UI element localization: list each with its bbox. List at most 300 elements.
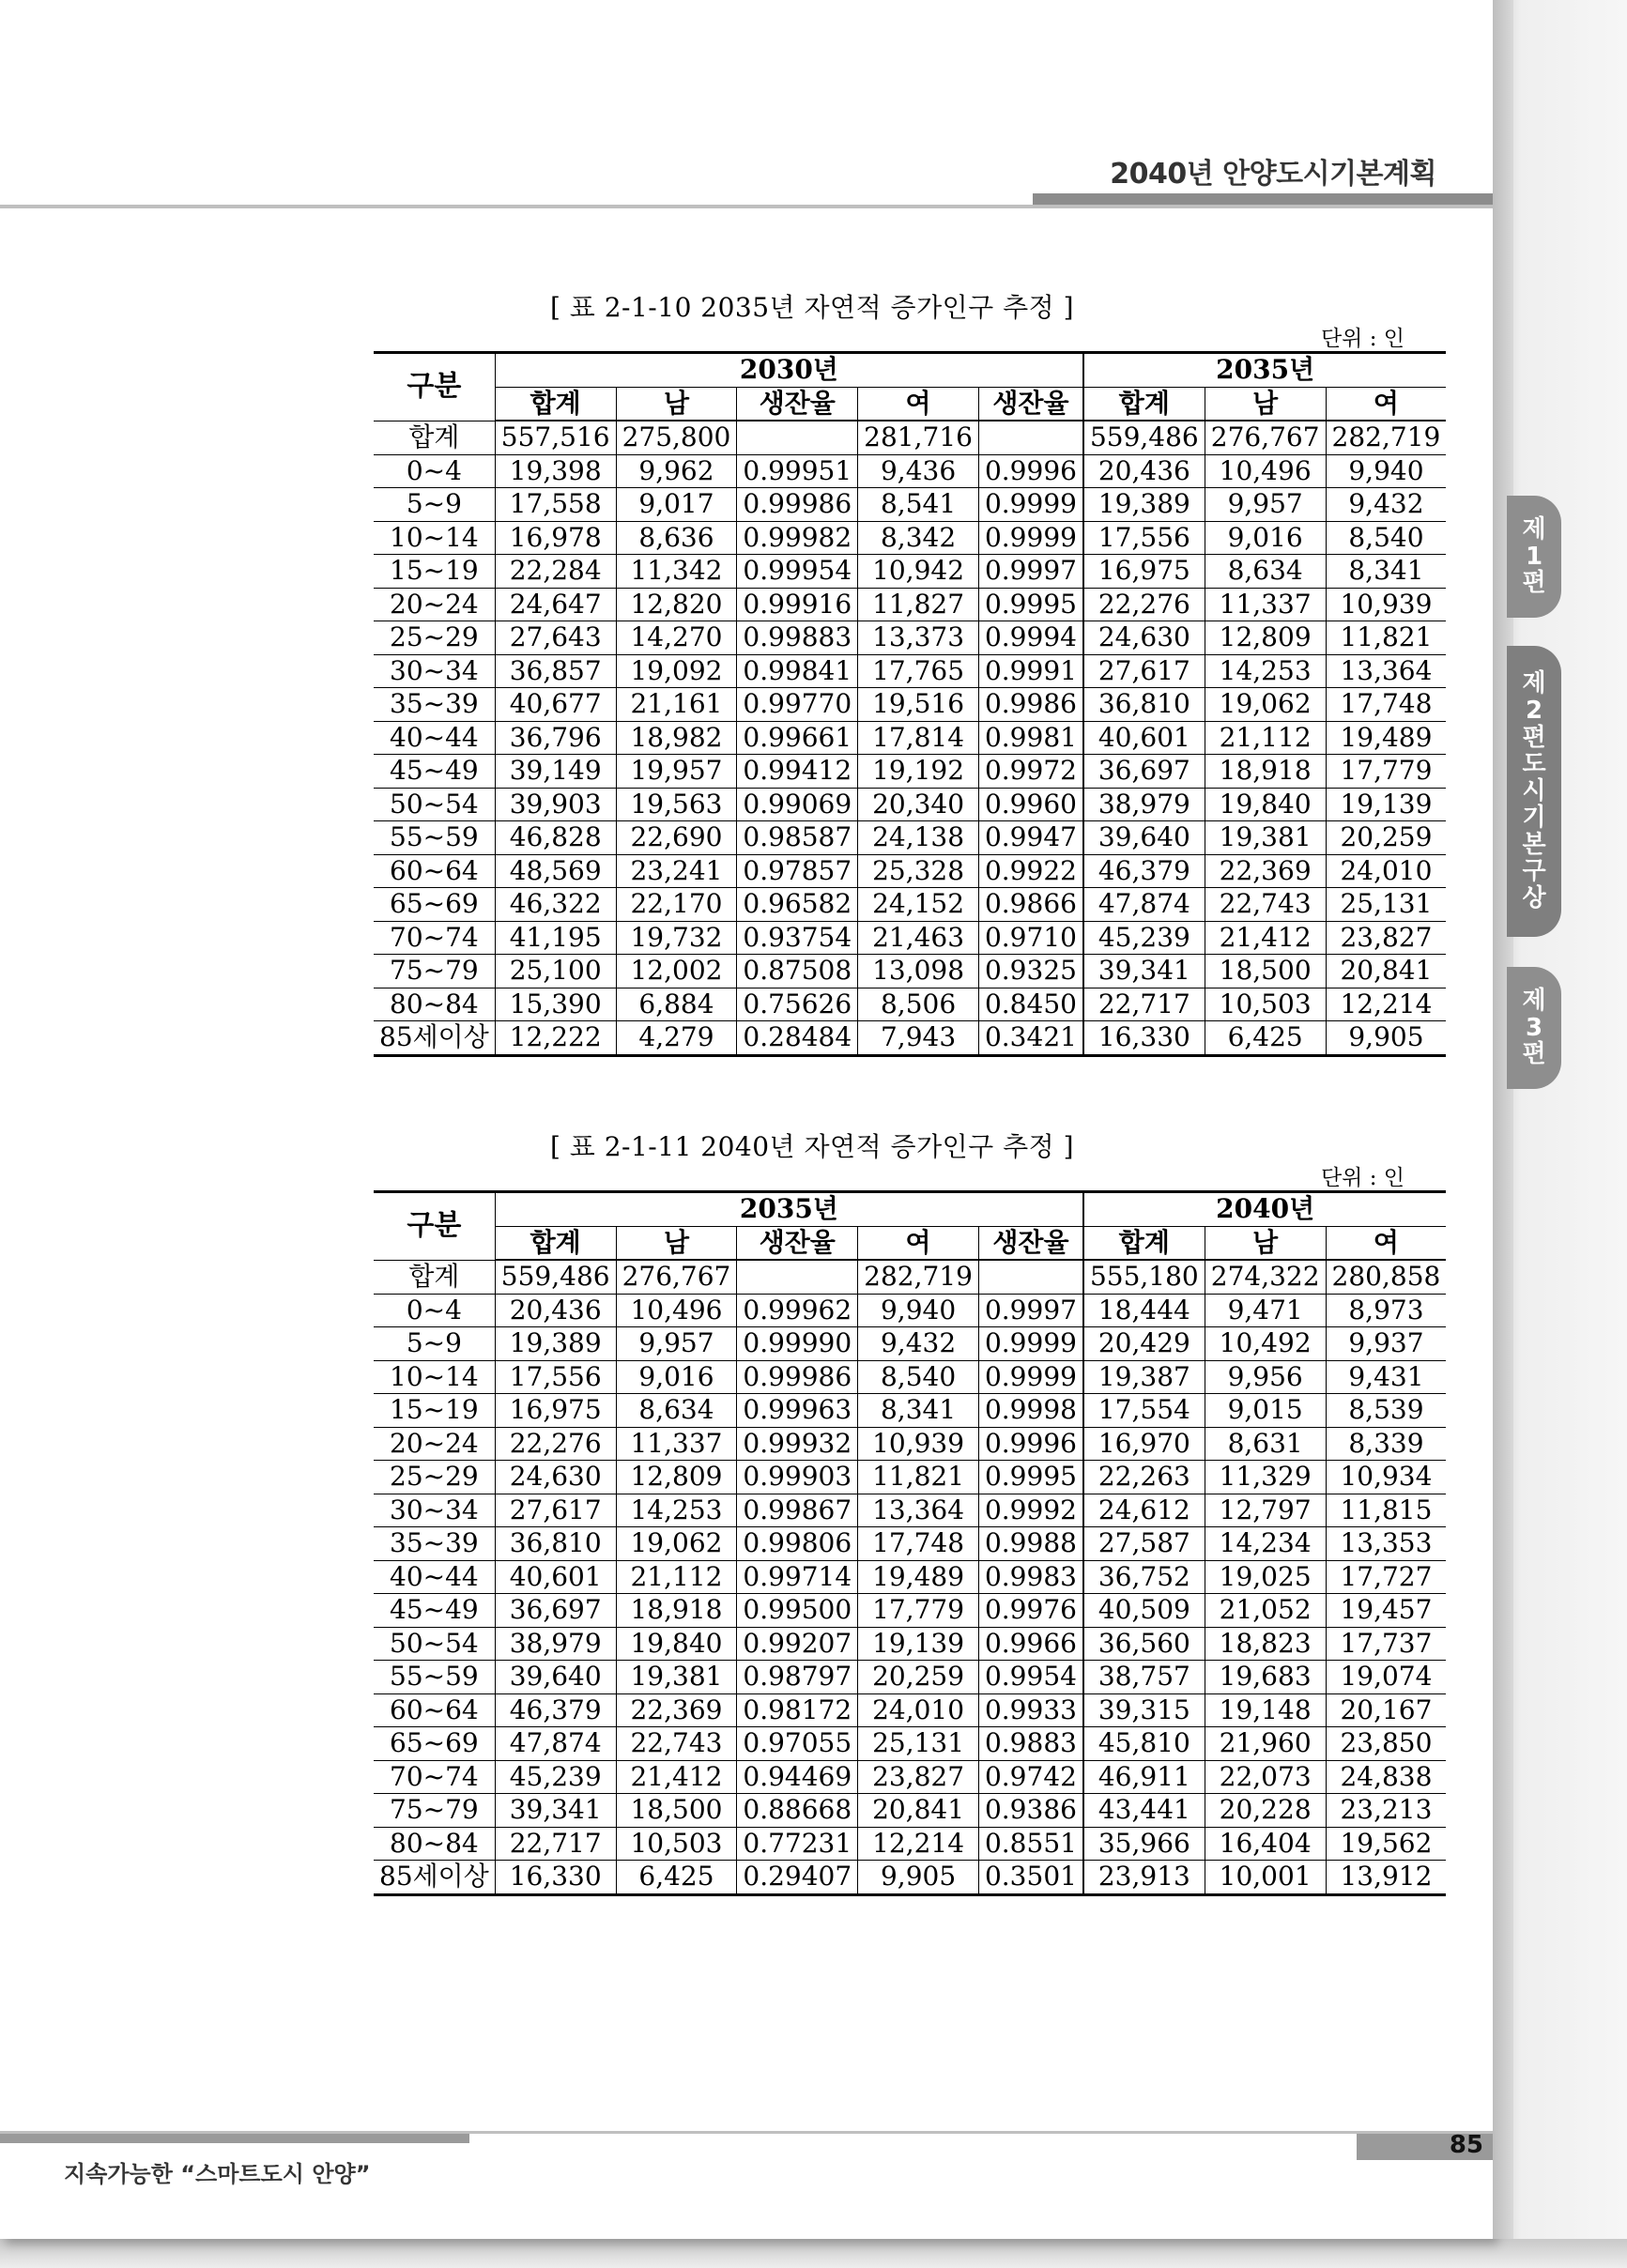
table-row <box>374 755 1446 789</box>
age-group-cell: 55~59 <box>374 1661 495 1694</box>
column-header: 생잔율 <box>978 387 1082 421</box>
value-cell: 9,940 <box>858 1294 979 1327</box>
value-cell: 0.9960 <box>978 788 1082 821</box>
age-group-cell: 5~9 <box>374 488 495 522</box>
value-cell: 9,432 <box>858 1327 979 1361</box>
value-cell: 0.99986 <box>737 1360 858 1394</box>
value-cell: 0.9995 <box>978 1461 1082 1494</box>
value-cell: 0.99883 <box>737 621 858 655</box>
value-cell: 0.8551 <box>978 1827 1082 1861</box>
value-cell: 19,457 <box>1326 1594 1446 1628</box>
header-rule-thick <box>1033 193 1493 205</box>
age-group-cell: 25~29 <box>374 1461 495 1494</box>
value-cell: 40,677 <box>495 688 616 722</box>
value-cell: 10,496 <box>1205 454 1326 488</box>
value-cell: 22,170 <box>616 888 737 922</box>
value-cell: 559,486 <box>495 1260 616 1294</box>
population-table-2035 <box>374 351 1446 1057</box>
age-group-cell: 85세이상 <box>374 1021 495 1056</box>
table-row <box>374 454 1446 488</box>
book-edge <box>1493 0 1513 2239</box>
value-cell: 21,412 <box>616 1760 737 1794</box>
value-cell: 21,112 <box>1205 721 1326 755</box>
table-row <box>374 1260 1446 1294</box>
side-tab-char: 2 <box>1525 696 1543 725</box>
table-row <box>374 1560 1446 1594</box>
value-cell: 0.9866 <box>978 888 1082 922</box>
value-cell: 0.9998 <box>978 1394 1082 1428</box>
header-year-a: 2035년 <box>495 1192 1083 1227</box>
value-cell: 11,337 <box>616 1427 737 1461</box>
table-row <box>374 1594 1446 1628</box>
value-cell: 0.99069 <box>737 788 858 821</box>
value-cell: 10,934 <box>1326 1461 1446 1494</box>
value-cell: 0.99867 <box>737 1494 858 1527</box>
value-cell: 10,942 <box>858 555 979 589</box>
value-cell: 15,390 <box>495 988 616 1021</box>
value-cell: 16,975 <box>1083 555 1205 589</box>
table-row <box>374 1427 1446 1461</box>
value-cell: 9,431 <box>1326 1360 1446 1394</box>
value-cell: 9,016 <box>616 1360 737 1394</box>
table-row <box>374 588 1446 621</box>
value-cell: 8,540 <box>858 1360 979 1394</box>
value-cell: 280,858 <box>1326 1260 1446 1294</box>
side-tab-char: 구 <box>1522 857 1546 886</box>
value-cell: 12,002 <box>616 955 737 988</box>
value-cell: 19,957 <box>616 755 737 789</box>
value-cell: 0.9981 <box>978 721 1082 755</box>
value-cell: 19,148 <box>1205 1693 1326 1727</box>
value-cell: 40,601 <box>495 1560 616 1594</box>
value-cell: 21,161 <box>616 688 737 722</box>
value-cell: 282,719 <box>858 1260 979 1294</box>
value-cell: 21,412 <box>1205 921 1326 955</box>
value-cell: 25,328 <box>858 854 979 888</box>
value-cell: 0.99207 <box>737 1627 858 1661</box>
age-group-cell: 10~14 <box>374 1360 495 1394</box>
side-tab-part-1[interactable] <box>1507 496 1561 618</box>
value-cell: 24,647 <box>495 588 616 621</box>
value-cell: 0.99954 <box>737 555 858 589</box>
table-2-unit: 단위 : 인 <box>1320 1166 1404 1190</box>
age-group-cell: 20~24 <box>374 1427 495 1461</box>
header-row-columns <box>374 387 1446 421</box>
value-cell: 39,903 <box>495 788 616 821</box>
value-cell: 39,149 <box>495 755 616 789</box>
side-tab-char: 제 <box>1522 669 1546 698</box>
side-tab-char: 제 <box>1522 515 1546 544</box>
age-group-cell: 70~74 <box>374 921 495 955</box>
value-cell: 0.9992 <box>978 1494 1082 1527</box>
value-cell: 19,840 <box>1205 788 1326 821</box>
value-cell: 0.97055 <box>737 1727 858 1761</box>
side-tab-char: 도 <box>1522 750 1546 779</box>
column-header: 합계 <box>495 387 616 421</box>
value-cell: 12,820 <box>616 588 737 621</box>
value-cell: 0.3421 <box>978 1021 1082 1056</box>
value-cell: 17,737 <box>1326 1627 1446 1661</box>
value-cell: 27,617 <box>1083 654 1205 688</box>
value-cell: 0.9883 <box>978 1727 1082 1761</box>
value-cell: 13,098 <box>858 955 979 988</box>
side-tab-char: 시 <box>1522 776 1546 805</box>
value-cell: 10,496 <box>616 1294 737 1327</box>
column-header: 여 <box>1326 387 1446 421</box>
side-tab-char: 1 <box>1525 542 1543 571</box>
value-cell: 10,001 <box>1205 1861 1326 1895</box>
value-cell: 0.9966 <box>978 1627 1082 1661</box>
value-cell: 19,139 <box>1326 788 1446 821</box>
value-cell: 23,827 <box>858 1760 979 1794</box>
value-cell: 11,342 <box>616 555 737 589</box>
value-cell: 13,912 <box>1326 1861 1446 1895</box>
value-cell: 20,841 <box>858 1794 979 1828</box>
value-cell: 0.99962 <box>737 1294 858 1327</box>
value-cell: 9,957 <box>1205 488 1326 522</box>
value-cell: 9,956 <box>1205 1360 1326 1394</box>
value-cell: 17,727 <box>1326 1560 1446 1594</box>
value-cell: 39,341 <box>495 1794 616 1828</box>
age-group-cell: 60~64 <box>374 854 495 888</box>
column-header: 여 <box>858 387 979 421</box>
value-cell: 9,016 <box>1205 521 1326 555</box>
table-row <box>374 1861 1446 1895</box>
value-cell: 45,239 <box>495 1760 616 1794</box>
age-group-cell: 20~24 <box>374 588 495 621</box>
table-1-unit: 단위 : 인 <box>1320 327 1404 351</box>
value-cell: 0.98797 <box>737 1661 858 1694</box>
value-cell: 14,253 <box>1205 654 1326 688</box>
side-tab-char: 제 <box>1522 987 1546 1016</box>
value-cell: 24,138 <box>858 821 979 855</box>
table-row <box>374 488 1446 522</box>
value-cell: 8,539 <box>1326 1394 1446 1428</box>
value-cell: 12,214 <box>858 1827 979 1861</box>
value-cell: 0.99982 <box>737 521 858 555</box>
value-cell: 36,810 <box>495 1527 616 1561</box>
table-row <box>374 1360 1446 1394</box>
value-cell: 16,404 <box>1205 1827 1326 1861</box>
value-cell: 0.9972 <box>978 755 1082 789</box>
value-cell: 8,636 <box>616 521 737 555</box>
value-cell: 21,960 <box>1205 1727 1326 1761</box>
value-cell: 23,241 <box>616 854 737 888</box>
value-cell: 19,389 <box>1083 488 1205 522</box>
value-cell: 9,937 <box>1326 1327 1446 1361</box>
value-cell: 36,857 <box>495 654 616 688</box>
table-row <box>374 1827 1446 1861</box>
value-cell: 24,010 <box>858 1693 979 1727</box>
value-cell <box>737 1260 858 1294</box>
table-row <box>374 988 1446 1021</box>
column-header: 생잔율 <box>737 387 858 421</box>
age-group-cell: 10~14 <box>374 521 495 555</box>
table-row <box>374 1327 1446 1361</box>
value-cell: 16,330 <box>1083 1021 1205 1056</box>
value-cell: 20,436 <box>1083 454 1205 488</box>
value-cell: 8,342 <box>858 521 979 555</box>
value-cell: 39,640 <box>495 1661 616 1694</box>
table-row <box>374 788 1446 821</box>
value-cell: 11,821 <box>858 1461 979 1494</box>
value-cell: 0.99841 <box>737 654 858 688</box>
value-cell: 9,957 <box>616 1327 737 1361</box>
table-row <box>374 688 1446 722</box>
age-group-cell: 75~79 <box>374 955 495 988</box>
value-cell: 48,569 <box>495 854 616 888</box>
value-cell: 17,558 <box>495 488 616 522</box>
side-tab-char: 기 <box>1522 804 1546 833</box>
header-year-b: 2035년 <box>1083 353 1446 388</box>
value-cell: 13,364 <box>858 1494 979 1527</box>
table-1-title: [ 표 2-1-10 2035년 자연적 증가인구 추정 ] <box>549 292 1075 323</box>
value-cell: 19,489 <box>858 1560 979 1594</box>
value-cell: 0.9922 <box>978 854 1082 888</box>
table-row <box>374 1627 1446 1661</box>
value-cell: 0.9976 <box>978 1594 1082 1628</box>
value-cell: 0.99770 <box>737 688 858 722</box>
value-cell: 0.77231 <box>737 1827 858 1861</box>
side-tab-char: 3 <box>1525 1013 1543 1042</box>
value-cell: 9,017 <box>616 488 737 522</box>
value-cell: 0.9325 <box>978 955 1082 988</box>
header-row-columns <box>374 1226 1446 1260</box>
header-row-years <box>374 353 1446 388</box>
value-cell: 10,492 <box>1205 1327 1326 1361</box>
value-cell: 0.9933 <box>978 1693 1082 1727</box>
value-cell: 17,814 <box>858 721 979 755</box>
table-row <box>374 854 1446 888</box>
value-cell: 9,905 <box>1326 1021 1446 1056</box>
value-cell: 22,276 <box>1083 588 1205 621</box>
table-row <box>374 1021 1446 1056</box>
age-group-cell: 0~4 <box>374 454 495 488</box>
age-group-cell: 합계 <box>374 1260 495 1294</box>
population-table-2040 <box>374 1190 1446 1896</box>
footer-rule-left <box>0 2134 469 2143</box>
age-group-cell: 70~74 <box>374 1760 495 1794</box>
value-cell: 24,838 <box>1326 1760 1446 1794</box>
value-cell: 557,516 <box>495 421 616 454</box>
value-cell: 8,631 <box>1205 1427 1326 1461</box>
value-cell: 17,765 <box>858 654 979 688</box>
value-cell <box>978 421 1082 454</box>
value-cell: 0.87508 <box>737 955 858 988</box>
value-cell: 16,970 <box>1083 1427 1205 1461</box>
value-cell: 9,432 <box>1326 488 1446 522</box>
value-cell: 8,341 <box>858 1394 979 1428</box>
table-row <box>374 821 1446 855</box>
table-2-title: [ 표 2-1-11 2040년 자연적 증가인구 추정 ] <box>549 1131 1075 1162</box>
value-cell: 17,748 <box>1326 688 1446 722</box>
value-cell <box>978 1260 1082 1294</box>
value-cell: 0.99500 <box>737 1594 858 1628</box>
table-row <box>374 1527 1446 1561</box>
value-cell: 19,683 <box>1205 1661 1326 1694</box>
value-cell: 13,373 <box>858 621 979 655</box>
side-tab-char: 편 <box>1522 723 1546 752</box>
value-cell: 19,732 <box>616 921 737 955</box>
table-row <box>374 521 1446 555</box>
value-cell: 20,436 <box>495 1294 616 1327</box>
value-cell: 0.9996 <box>978 454 1082 488</box>
value-cell: 555,180 <box>1083 1260 1205 1294</box>
side-tab-char: 편 <box>1522 569 1546 598</box>
value-cell: 0.96582 <box>737 888 858 922</box>
value-cell: 19,389 <box>495 1327 616 1361</box>
column-header: 합계 <box>1083 1226 1205 1260</box>
value-cell: 6,884 <box>616 988 737 1021</box>
value-cell: 0.9999 <box>978 1327 1082 1361</box>
value-cell: 8,973 <box>1326 1294 1446 1327</box>
value-cell: 47,874 <box>495 1727 616 1761</box>
value-cell: 12,809 <box>616 1461 737 1494</box>
value-cell: 17,779 <box>1326 755 1446 789</box>
side-tab-part-2-urban-concept[interactable] <box>1507 646 1561 937</box>
value-cell: 25,100 <box>495 955 616 988</box>
value-cell: 27,587 <box>1083 1527 1205 1561</box>
value-cell: 0.9986 <box>978 688 1082 722</box>
value-cell: 0.98172 <box>737 1693 858 1727</box>
value-cell: 45,239 <box>1083 921 1205 955</box>
value-cell: 0.9997 <box>978 555 1082 589</box>
value-cell: 23,213 <box>1326 1794 1446 1828</box>
value-cell: 8,341 <box>1326 555 1446 589</box>
table-row <box>374 555 1446 589</box>
value-cell: 19,062 <box>616 1527 737 1561</box>
value-cell: 46,828 <box>495 821 616 855</box>
value-cell: 20,228 <box>1205 1794 1326 1828</box>
column-header: 합계 <box>1083 387 1205 421</box>
value-cell: 12,797 <box>1205 1494 1326 1527</box>
value-cell: 0.99806 <box>737 1527 858 1561</box>
value-cell: 16,330 <box>495 1861 616 1895</box>
column-header: 남 <box>1205 387 1326 421</box>
column-header: 여 <box>858 1226 979 1260</box>
value-cell: 43,441 <box>1083 1794 1205 1828</box>
value-cell: 11,821 <box>1326 621 1446 655</box>
table-row <box>374 1693 1446 1727</box>
value-cell: 21,112 <box>616 1560 737 1594</box>
age-group-cell: 35~39 <box>374 688 495 722</box>
value-cell: 20,167 <box>1326 1693 1446 1727</box>
header-year-b: 2040년 <box>1083 1192 1446 1227</box>
value-cell: 22,690 <box>616 821 737 855</box>
value-cell: 0.97857 <box>737 854 858 888</box>
value-cell: 0.99990 <box>737 1327 858 1361</box>
value-cell: 0.99932 <box>737 1427 858 1461</box>
value-cell: 20,340 <box>858 788 979 821</box>
value-cell: 23,850 <box>1326 1727 1446 1761</box>
age-group-cell: 30~34 <box>374 654 495 688</box>
value-cell: 0.9994 <box>978 621 1082 655</box>
value-cell: 4,279 <box>616 1021 737 1056</box>
value-cell: 10,939 <box>1326 588 1446 621</box>
value-cell: 17,779 <box>858 1594 979 1628</box>
value-cell: 9,015 <box>1205 1394 1326 1428</box>
table-row <box>374 621 1446 655</box>
value-cell: 23,827 <box>1326 921 1446 955</box>
value-cell: 24,612 <box>1083 1494 1205 1527</box>
value-cell: 19,062 <box>1205 688 1326 722</box>
value-cell: 17,554 <box>1083 1394 1205 1428</box>
value-cell: 36,697 <box>1083 755 1205 789</box>
value-cell: 24,630 <box>1083 621 1205 655</box>
side-tab-part-3[interactable] <box>1507 967 1561 1089</box>
value-cell: 40,601 <box>1083 721 1205 755</box>
value-cell: 8,634 <box>1205 555 1326 589</box>
value-cell: 0.9983 <box>978 1560 1082 1594</box>
value-cell: 6,425 <box>616 1861 737 1895</box>
value-cell: 19,840 <box>616 1627 737 1661</box>
age-group-cell: 45~49 <box>374 755 495 789</box>
value-cell: 0.9742 <box>978 1760 1082 1794</box>
table-row <box>374 421 1446 454</box>
value-cell: 276,767 <box>1205 421 1326 454</box>
value-cell: 0.28484 <box>737 1021 858 1056</box>
value-cell: 22,276 <box>495 1427 616 1461</box>
value-cell: 0.9991 <box>978 654 1082 688</box>
table-row <box>374 1294 1446 1327</box>
value-cell: 22,263 <box>1083 1461 1205 1494</box>
value-cell: 24,010 <box>1326 854 1446 888</box>
value-cell: 17,748 <box>858 1527 979 1561</box>
table-row <box>374 1760 1446 1794</box>
table-row <box>374 1727 1446 1761</box>
value-cell: 14,253 <box>616 1494 737 1527</box>
value-cell: 14,270 <box>616 621 737 655</box>
value-cell: 36,752 <box>1083 1560 1205 1594</box>
value-cell: 9,940 <box>1326 454 1446 488</box>
table-row <box>374 721 1446 755</box>
value-cell: 0.93754 <box>737 921 858 955</box>
value-cell: 21,463 <box>858 921 979 955</box>
header-gubun: 구분 <box>374 353 495 421</box>
value-cell: 18,500 <box>1205 955 1326 988</box>
value-cell: 18,918 <box>616 1594 737 1628</box>
column-header: 생잔율 <box>978 1226 1082 1260</box>
value-cell: 0.9997 <box>978 1294 1082 1327</box>
value-cell: 24,630 <box>495 1461 616 1494</box>
value-cell: 18,918 <box>1205 755 1326 789</box>
value-cell: 25,131 <box>858 1727 979 1761</box>
age-group-cell: 45~49 <box>374 1594 495 1628</box>
table-row <box>374 1794 1446 1828</box>
table-row <box>374 654 1446 688</box>
value-cell: 8,540 <box>1326 521 1446 555</box>
value-cell: 9,471 <box>1205 1294 1326 1327</box>
value-cell: 6,425 <box>1205 1021 1326 1056</box>
value-cell: 14,234 <box>1205 1527 1326 1561</box>
value-cell: 0.9386 <box>978 1794 1082 1828</box>
value-cell: 11,337 <box>1205 588 1326 621</box>
table-row <box>374 1661 1446 1694</box>
value-cell: 36,560 <box>1083 1627 1205 1661</box>
value-cell: 8,541 <box>858 488 979 522</box>
page-number: 85 <box>1449 2131 1483 2159</box>
table-row <box>374 1461 1446 1494</box>
value-cell: 46,379 <box>1083 854 1205 888</box>
value-cell: 25,131 <box>1326 888 1446 922</box>
value-cell: 11,827 <box>858 588 979 621</box>
value-cell: 19,025 <box>1205 1560 1326 1594</box>
age-group-cell: 85세이상 <box>374 1861 495 1895</box>
value-cell: 12,222 <box>495 1021 616 1056</box>
table-row <box>374 888 1446 922</box>
value-cell: 16,975 <box>495 1394 616 1428</box>
value-cell: 22,743 <box>616 1727 737 1761</box>
